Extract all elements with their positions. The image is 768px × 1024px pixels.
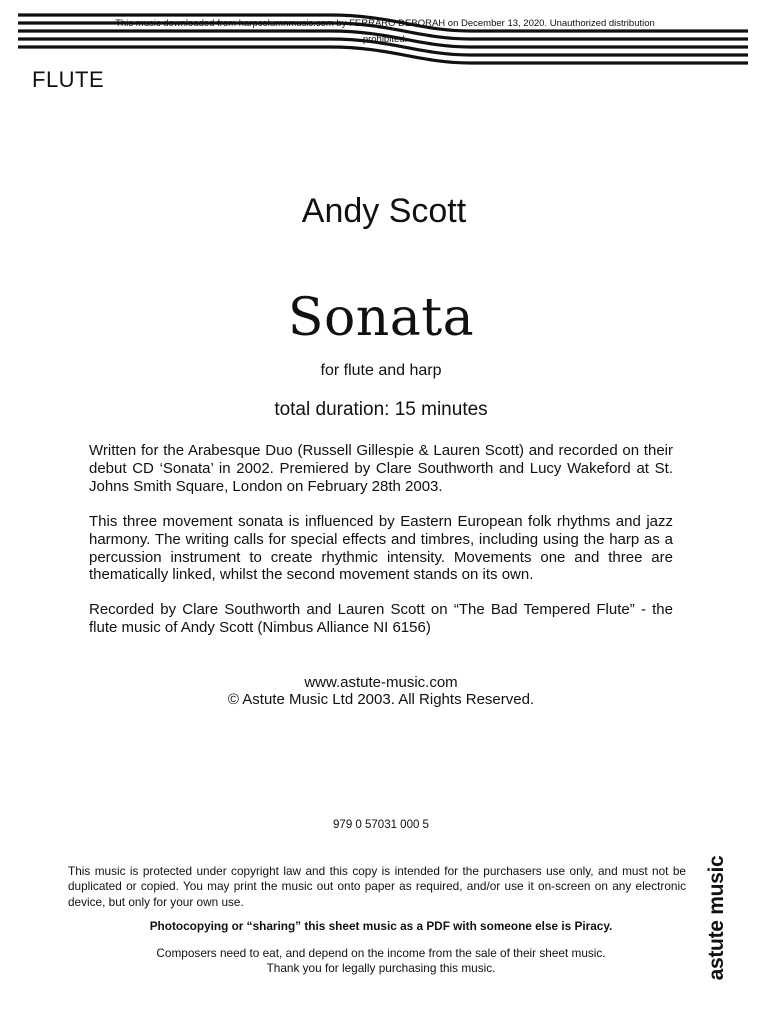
instrument-part-label: FLUTE: [32, 67, 105, 92]
instrumentation-subtitle: for flute and harp: [320, 362, 442, 379]
piracy-warning: Photocopying or “sharing” this sheet music as a PDF with someone else is Piracy.: [149, 919, 613, 933]
program-note-paragraph: Recorded by Clare Southworth and Lauren Scott on “The Bad Tempered Flute” - the flute music of Andy Scott (Nimbus Alliance NI 6156): [89, 601, 673, 636]
watermark-line-1: This music downloaded from harpcolumnmusic.com by FERRARO DEBORAH on December 13, 2020. Unauthorized distribution: [115, 18, 655, 29]
publisher-logo-text: astute music: [705, 855, 728, 980]
work-title: Sonata: [287, 288, 475, 348]
thanks-line-1: Composers need to eat, and depend on the income from the sale of their sheet music.: [156, 946, 606, 960]
ismn-number: 979 0 57031 000 5: [333, 819, 429, 831]
total-duration: total duration: 15 minutes: [274, 399, 488, 420]
composer-name: Andy Scott: [301, 192, 467, 230]
program-note-paragraph: Written for the Arabesque Duo (Russell Gillespie & Lauren Scott) and recorded on their debut CD ‘Sonata’ in 2002. Premiered by Clare Southworth and Lucy Wakeford at St. Johns Smith Square, London on February 28th 2003.: [89, 442, 673, 495]
watermark-line-2: prohibited.: [362, 34, 408, 45]
copyright-notice: © Astute Music Ltd 2003. All Rights Reserved.: [227, 691, 535, 708]
legal-notice: This music is protected under copyright law and this copy is intended for the purchasers use only, and must not be duplicated or copied. You may print the music out onto paper as required, and/or use it on-screen on any electronic device, but only for your own use.: [68, 864, 686, 909]
download-watermark: [80, 16, 690, 48]
publisher-logo: [700, 850, 734, 985]
thanks-line-2: Thank you for legally purchasing this music.: [266, 961, 496, 976]
thank-you-note: [0, 946, 762, 977]
publisher-website: www.astute-music.com: [304, 674, 458, 691]
program-note-paragraph: This three movement sonata is influenced by Eastern European folk rhythms and jazz harmony. The writing calls for special effects and timbres, including using the harp as a percussion instrument to create rhythmic intensity. Movements one and three are thematically linked, whilst the second movement stands on its own.: [89, 513, 673, 584]
